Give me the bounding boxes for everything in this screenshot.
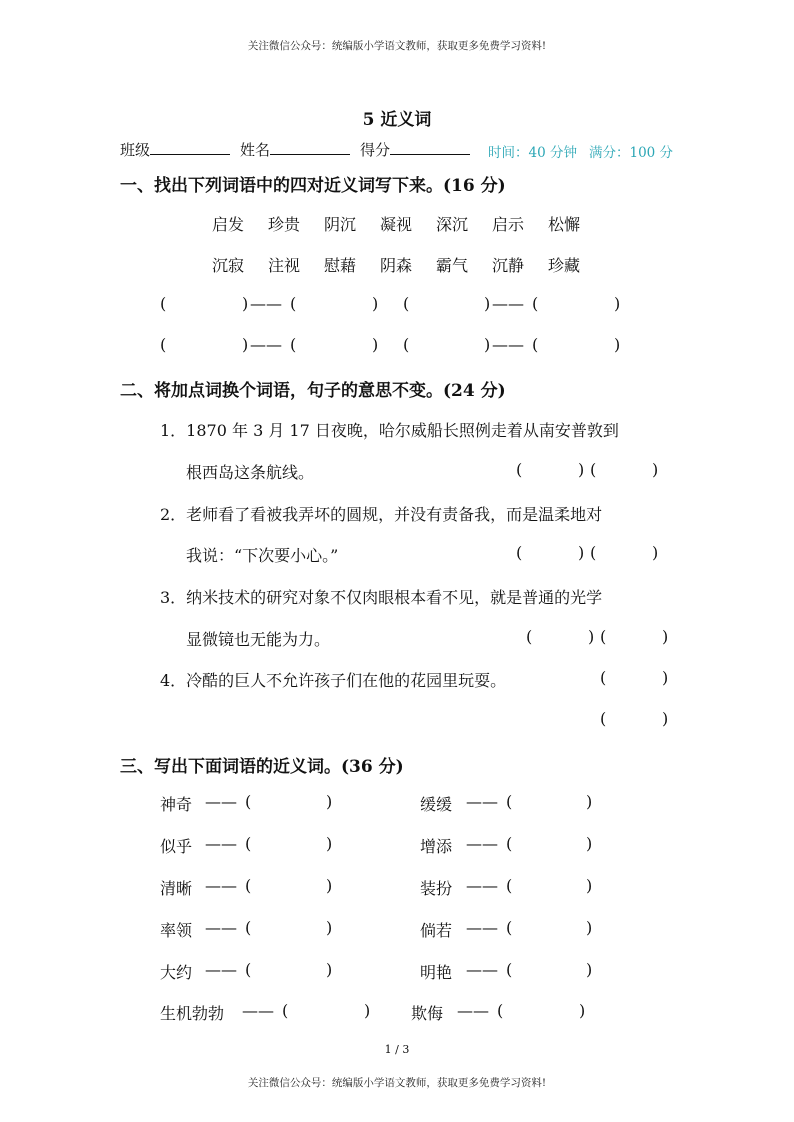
answer-dash: —— [466, 918, 498, 937]
answer-dash: —— [466, 834, 498, 853]
answer-dash: —— [205, 918, 237, 937]
answer-open-paren: ( [282, 1001, 289, 1020]
answer-close-paren: ) [326, 792, 333, 811]
class-field [120, 139, 230, 160]
section-three-heading: 三、写出下面词语的近义词。(36 分) [120, 757, 404, 777]
answer-open-paren: ( [526, 627, 533, 646]
question-2-line2: 我说：“下次要小心。” [186, 546, 339, 565]
answer-close-paren: ) [652, 543, 659, 562]
answer-open-paren: ( [516, 460, 523, 479]
answer-open-paren: ( [160, 335, 167, 354]
answer-close-paren: ) [326, 834, 333, 853]
answer-close-paren: ) [614, 335, 621, 354]
word-item: 沉静 [492, 256, 525, 275]
page-title: 5 近义词 [362, 110, 432, 130]
answer-open-paren: ( [403, 294, 410, 313]
answer-dash: —— [205, 834, 237, 853]
answer-open-paren: ( [506, 876, 513, 895]
answer-open-paren: ( [506, 834, 513, 853]
synonym-word: 明艳 [420, 963, 453, 982]
question-1-line1: 1．1870 年 3 月 17 日夜晚，哈尔威船长照例走着从南安普敦到 [160, 421, 619, 440]
answer-dash: —— [242, 1001, 274, 1020]
class-blank[interactable] [150, 140, 230, 155]
answer-dash: —— [205, 792, 237, 811]
word-item: 启发 [212, 215, 245, 234]
answer-open-paren: ( [290, 294, 297, 313]
answer-dash: —— [466, 960, 498, 979]
answer-open-paren: ( [516, 543, 523, 562]
answer-close-paren: ) [484, 294, 491, 313]
answer-open-paren: ( [245, 918, 252, 937]
synonym-word: 清晰 [160, 879, 193, 898]
name-blank[interactable] [270, 140, 350, 155]
header-banner: 关注微信公众号：统编版小学语文教师，获取更多免费学习资料! [247, 40, 547, 52]
answer-close-paren: ) [326, 876, 333, 895]
answer-dash: —— [466, 792, 498, 811]
answer-close-paren: ) [586, 960, 593, 979]
answer-open-paren: ( [600, 627, 607, 646]
synonym-word: 装扮 [420, 879, 453, 898]
full-score-info: 满分：100 分 [589, 145, 674, 161]
synonym-word: 缓缓 [420, 795, 453, 814]
answer-close-paren: ) [614, 294, 621, 313]
answer-open-paren: ( [590, 460, 597, 479]
answer-open-paren: ( [506, 960, 513, 979]
answer-open-paren: ( [497, 1001, 504, 1020]
answer-close-paren: ) [372, 294, 379, 313]
answer-close-paren: ) [484, 335, 491, 354]
word-item: 凝视 [380, 215, 413, 234]
answer-close-paren: ) [372, 335, 379, 354]
word-item: 珍贵 [268, 215, 301, 234]
answer-dash: —— [492, 335, 524, 354]
answer-dash: —— [457, 1001, 489, 1020]
page-number: 1 / 3 [384, 1043, 410, 1056]
synonym-word: 率领 [160, 921, 193, 940]
answer-open-paren: ( [290, 335, 297, 354]
name-label: 姓名 [240, 141, 271, 159]
answer-dash: —— [466, 876, 498, 895]
question-3-line2: 显微镜也无能为力。 [186, 630, 331, 649]
answer-open-paren: ( [245, 960, 252, 979]
time-info: 时间：40 分钟 [488, 145, 577, 161]
answer-close-paren: ) [326, 960, 333, 979]
answer-open-paren: ( [245, 792, 252, 811]
word-item: 慰藉 [324, 256, 357, 275]
answer-close-paren: ) [326, 918, 333, 937]
score-blank[interactable] [390, 140, 470, 155]
answer-close-paren: ) [662, 668, 669, 687]
answer-close-paren: ) [662, 709, 669, 728]
answer-open-paren: ( [245, 876, 252, 895]
answer-close-paren: ) [586, 876, 593, 895]
answer-close-paren: ) [364, 1001, 371, 1020]
score-label: 得分 [360, 141, 391, 159]
word-item: 珍藏 [548, 256, 581, 275]
answer-close-paren: ) [586, 792, 593, 811]
class-label: 班级 [120, 141, 151, 159]
section-two-heading: 二、将加点词换个词语，句子的意思不变。(24 分) [120, 381, 506, 401]
synonym-word: 增添 [420, 837, 453, 856]
answer-close-paren: ) [242, 294, 249, 313]
answer-open-paren: ( [600, 709, 607, 728]
word-item: 阴森 [380, 256, 413, 275]
answer-close-paren: ) [588, 627, 595, 646]
word-item: 注视 [268, 256, 301, 275]
synonym-word: 神奇 [160, 795, 193, 814]
answer-open-paren: ( [532, 335, 539, 354]
question-1-line2: 根西岛这条航线。 [186, 463, 315, 482]
synonym-word: 似乎 [160, 837, 193, 856]
answer-open-paren: ( [403, 335, 410, 354]
answer-open-paren: ( [590, 543, 597, 562]
section-one-heading: 一、找出下列词语中的四对近义词写下来。(16 分) [120, 176, 506, 196]
word-item: 霸气 [436, 256, 469, 275]
answer-dash: —— [250, 335, 282, 354]
answer-close-paren: ) [578, 460, 585, 479]
question-3-line1: 3．纳米技术的研究对象不仅肉眼根本看不见，就是普通的光学 [160, 588, 603, 607]
word-item: 沉寂 [212, 256, 245, 275]
answer-open-paren: ( [532, 294, 539, 313]
answer-open-paren: ( [245, 834, 252, 853]
answer-open-paren: ( [506, 918, 513, 937]
answer-close-paren: ) [662, 627, 669, 646]
answer-close-paren: ) [578, 543, 585, 562]
footer-banner: 关注微信公众号：统编版小学语文教师，获取更多免费学习资料! [247, 1077, 547, 1089]
word-item: 阴沉 [324, 215, 357, 234]
answer-close-paren: ) [586, 834, 593, 853]
synonym-word: 生机勃勃 [160, 1004, 225, 1023]
answer-open-paren: ( [160, 294, 167, 313]
word-item: 启示 [492, 215, 525, 234]
answer-open-paren: ( [506, 792, 513, 811]
answer-dash: —— [250, 294, 282, 313]
word-item: 松懈 [548, 215, 581, 234]
answer-close-paren: ) [586, 918, 593, 937]
word-item: 深沉 [436, 215, 469, 234]
question-4-line1: 4．冷酷的巨人不允许孩子们在他的花园里玩耍。 [160, 671, 507, 690]
synonym-word: 大约 [160, 963, 193, 982]
answer-open-paren: ( [600, 668, 607, 687]
answer-dash: —— [205, 960, 237, 979]
answer-close-paren: ) [242, 335, 249, 354]
answer-close-paren: ) [579, 1001, 586, 1020]
question-2-line1: 2．老师看了看被我弄坏的圆规，并没有责备我，而是温柔地对 [160, 505, 603, 524]
answer-close-paren: ) [652, 460, 659, 479]
score-field [360, 139, 470, 160]
name-field [240, 139, 350, 160]
synonym-word: 欺侮 [411, 1004, 444, 1023]
answer-dash: —— [205, 876, 237, 895]
answer-dash: —— [492, 294, 524, 313]
synonym-word: 倘若 [420, 921, 453, 940]
